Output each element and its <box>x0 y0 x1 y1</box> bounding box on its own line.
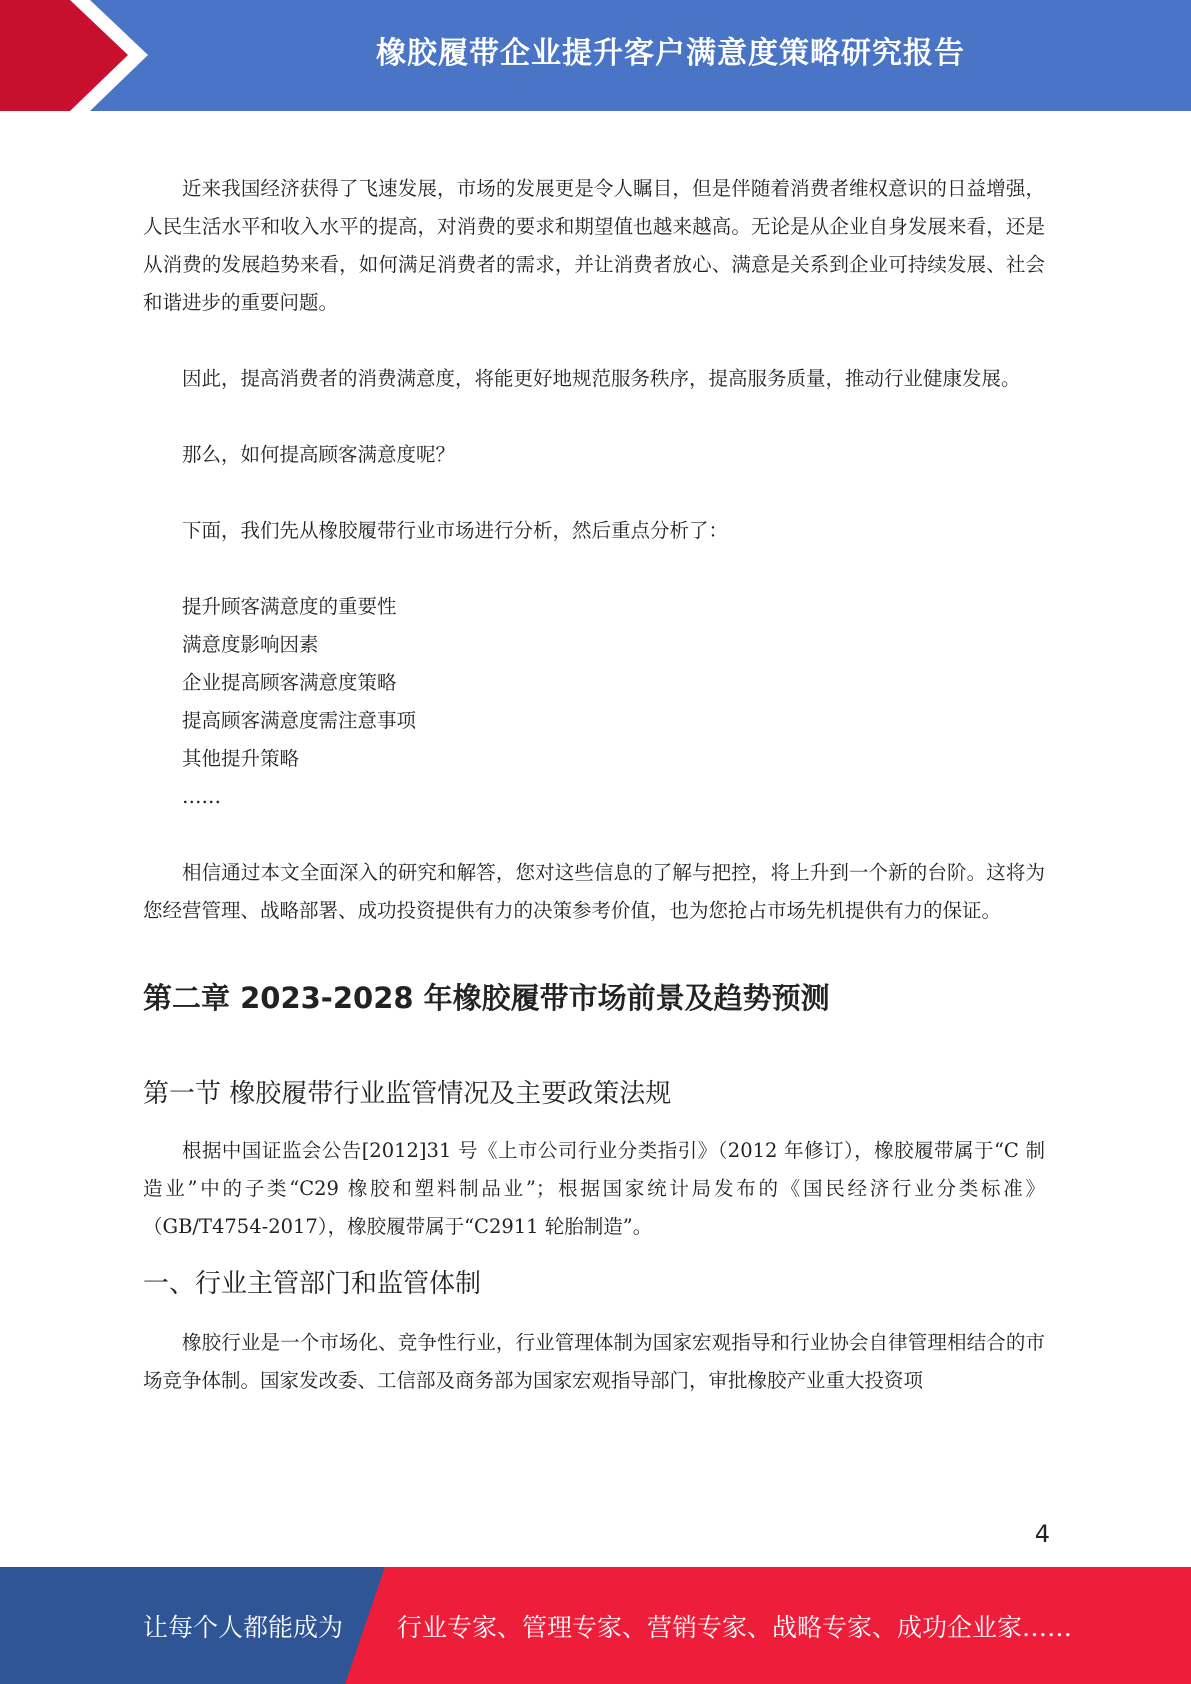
list-item: 提升顾客满意度的重要性 <box>182 595 397 618</box>
intro-paragraph-5: 相信通过本文全面深入的研究和解答，您对这些信息的了解与把控，将上升到一个新的台阶。这将为您经营管理、战略部署、成功投资提供有力的决策参考价值，也为您抢占市场先机提供有力的保证。 <box>143 861 1045 922</box>
intro-paragraph-4: 下面，我们先从橡胶履带行业市场进行分析，然后重点分析了： <box>182 519 729 542</box>
list-item: …… <box>182 785 221 808</box>
header-chevron-decoration <box>0 0 160 111</box>
intro-paragraph-1: 近来我国经济获得了飞速发展，市场的发展更是令人瞩目，但是伴随着消费者维权意识的日益增强，人民生活水平和收入水平的提高，对消费的要求和期望值也越来越高。无论是从企业自身发展来看，还是从消费的发展趋势来看，如何满足消费者的需求，并让消费者放心、满意是关系到企业可持续发展、社会和谐进步的重要问题。 <box>143 177 1045 314</box>
page-number: 4 <box>1034 1520 1050 1548</box>
list-item: 其他提升策略 <box>182 747 300 770</box>
section-paragraph-1: 根据中国证监会公告[2012]31 号《上市公司行业分类指引》（2012 年修订），橡胶履带属于“C 制造业”中的子类“C29 橡胶和塑料制品业”；根据国家统计局发布的《国民经济行业分类标准》（GB/T4754-2017），橡胶履带属于“C2911 轮胎制造”。 <box>143 1139 1045 1238</box>
subsection-paragraph-1: 橡胶行业是一个市场化、竞争性行业，行业管理体制为国家宏观指导和行业协会自律管理相结合的市场竞争体制。国家发改委、工信部及商务部为国家宏观指导部门，审批橡胶产业重大投资项 <box>143 1331 1045 1392</box>
main-content <box>143 170 1045 1400</box>
footer-slogan-left: 让每个人都能成为 <box>143 1612 344 1642</box>
page-header <box>0 0 1191 111</box>
intro-paragraph-2: 因此，提高消费者的消费满意度，将能更好地规范服务秩序，提高服务质量，推动行业健康发展。 <box>182 367 1021 390</box>
footer-slogan-right: 行业专家、管理专家、营销专家、战略专家、成功企业家…… <box>397 1612 1073 1642</box>
list-item: 企业提高顾客满意度策略 <box>182 671 397 694</box>
list-item: 满意度影响因素 <box>182 633 319 656</box>
page-footer <box>0 1567 1191 1684</box>
list-item: 提高顾客满意度需注意事项 <box>182 709 417 732</box>
report-title: 橡胶履带企业提升客户满意度策略研究报告 <box>376 36 965 71</box>
subsection-heading: 一、行业主管部门和监管体制 <box>143 1269 482 1299</box>
intro-paragraph-3: 那么，如何提高顾客满意度呢？ <box>182 443 456 466</box>
chapter-heading: 第二章 2023-2028 年橡胶履带市场前景及趋势预测 <box>143 981 830 1015</box>
section-heading: 第一节 橡胶履带行业监管情况及主要政策法规 <box>143 1079 672 1109</box>
analysis-topic-list <box>143 588 1045 816</box>
